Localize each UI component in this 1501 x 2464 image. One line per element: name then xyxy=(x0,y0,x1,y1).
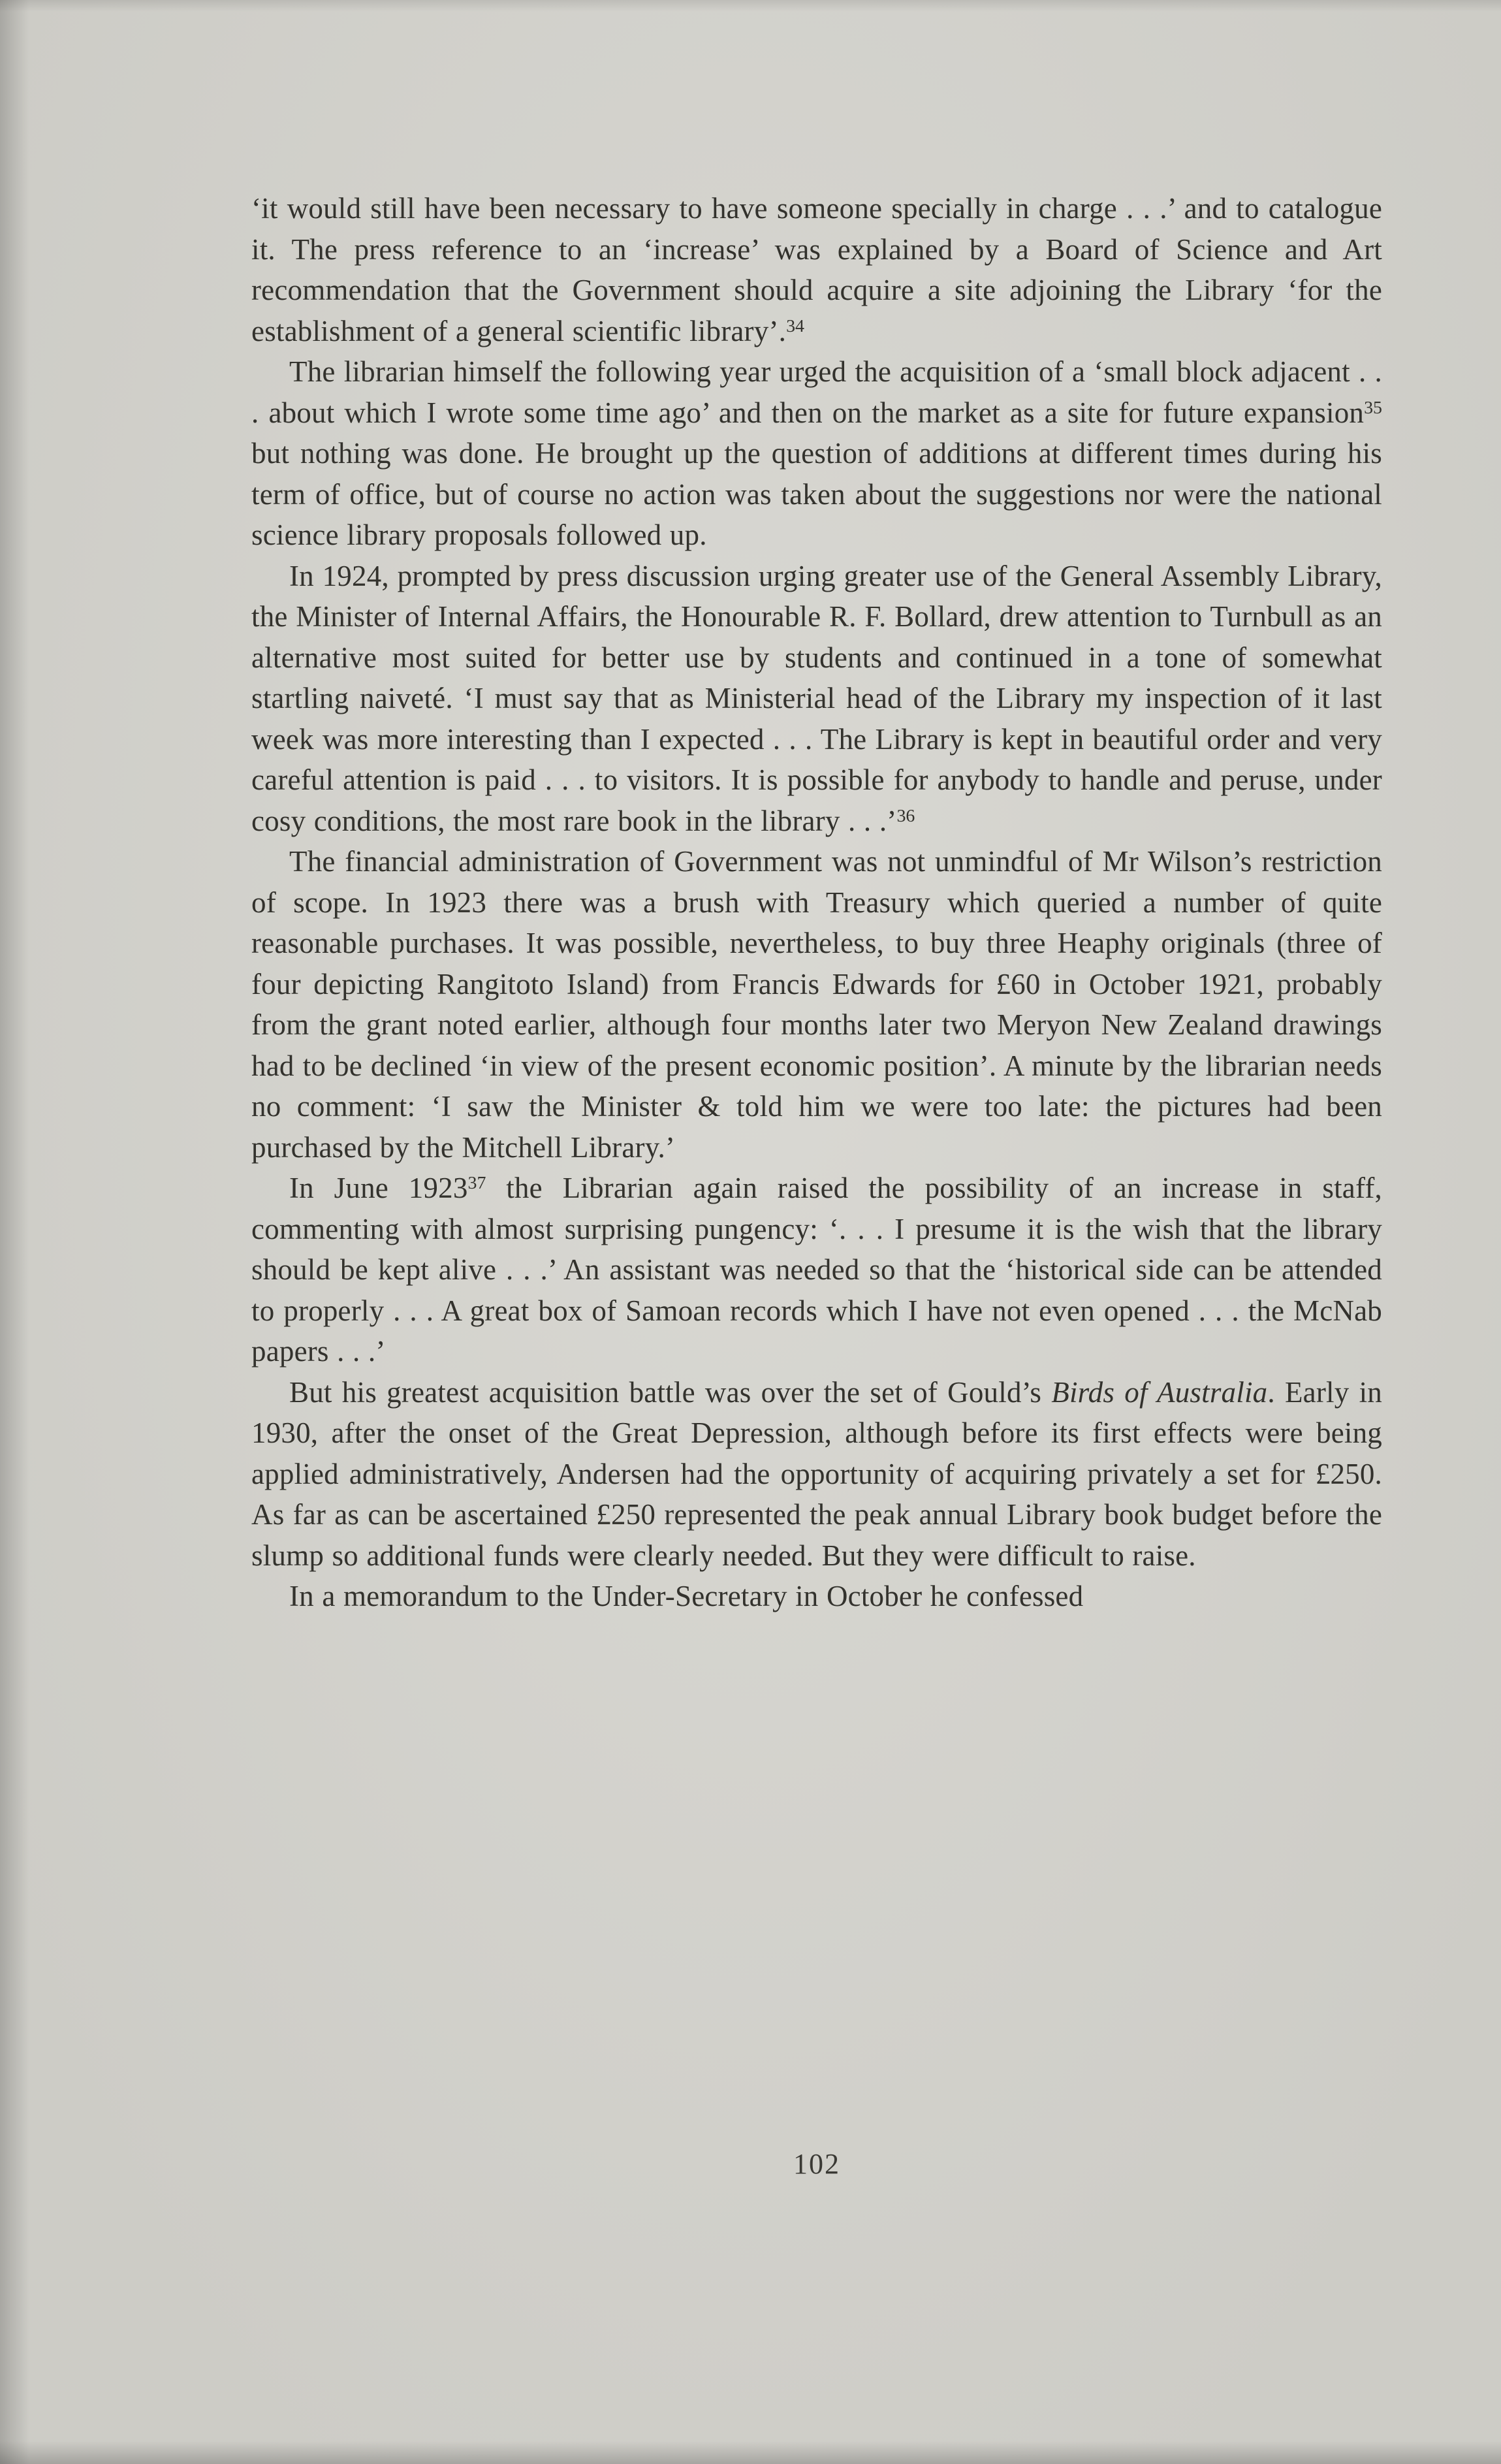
text-run: The financial administration of Government was not unmindful of Mr Wilson’s restriction of scope. In 1923 there was a brush with Treasury which queried a number of quite reasonable purchases. It was possible, nevertheless, to buy three Heaphy originals (three of four depicting Rangitoto Island) from Francis Edwards for £60 in October 1921, probably from the grant noted earlier, although four months later two Meryon New Zealand drawings had to be declined ‘in view of the present economic position’. A minute by the librarian needs no comment: ‘I saw the Minister & told him we were too late: the pictures had been purchased by the Mitchell Library.’ xyxy=(251,845,1382,1164)
text-run: ‘it would still have been necessary to have someone specially in charge . . .’ and to catalogue it. The press reference to an ‘increase’ was explained by a Board of Science and Art recommendation that the Government should acquire a site adjoining the Library ‘for the establishment of a general scientific library’. xyxy=(251,192,1382,347)
paragraph xyxy=(251,351,1382,556)
text-run: The librarian himself the following year urged the acquisition of a ‘small block adjacent . . . about which I wrote some time ago’ and then on the market as a site for future expansion xyxy=(251,355,1382,429)
text-run: In June 1923 xyxy=(289,1172,468,1204)
paragraph xyxy=(251,556,1382,842)
paragraph xyxy=(251,1168,1382,1372)
paragraph xyxy=(251,1576,1382,1617)
footnote-reference: 36 xyxy=(896,805,915,826)
paragraph xyxy=(251,1372,1382,1576)
text-run: the Librarian again raised the possibility of an increase in staff, commenting with almost surprising pungency: ‘. . . I presume it is the wish that the library should be kept alive . . .’ An assistant was needed so that the ‘historical side can be attended to properly . . . A great box of Samoan records which I have not even opened . . . the McNab papers . . .’ xyxy=(251,1172,1382,1368)
text-run: In 1924, prompted by press discussion urging greater use of the General Assembly Library, the Minister of Internal Affairs, the Honourable R. F. Bollard, drew attention to Turnbull as an alternative most suited for better use by students and continued in a tone of somewhat startling naiveté. ‘I must say that as Ministerial head of the Library my inspection of it last week was more interesting than I expected . . . The Library is kept in beautiful order and very careful attention is paid . . . to visitors. It is possible for anybody to handle and peruse, under cosy conditions, the most rare book in the library . . .’ xyxy=(251,559,1382,837)
text-block xyxy=(251,188,1382,1617)
text-run: In a memorandum to the Under-Secretary in October he confessed xyxy=(289,1580,1084,1612)
text-run: . Early in 1930, after the onset of the Great Depression, although before its first effects were being applied administratively, Andersen had the opportunity of acquiring privately a set for £250. As far as can be ascertained £250 represented the peak annual Library book budget before the slump so additional funds were clearly needed. But they were difficult to raise. xyxy=(251,1375,1382,1572)
paragraph xyxy=(251,841,1382,1168)
text-run: but nothing was done. He brought up the question of additions at different times during his term of office, but of course no action was taken about the suggestions nor were the national science library proposals followed up. xyxy=(251,437,1382,551)
footnote-reference: 34 xyxy=(786,315,804,336)
footnote-reference: 35 xyxy=(1364,397,1382,418)
paragraph xyxy=(251,188,1382,351)
text-run: But his greatest acquisition battle was over the set of Gould’s xyxy=(289,1375,1052,1409)
italic-title: Birds of Australia xyxy=(1051,1375,1268,1409)
page-number: 102 xyxy=(793,2148,840,2180)
footnote-reference: 37 xyxy=(467,1173,486,1193)
